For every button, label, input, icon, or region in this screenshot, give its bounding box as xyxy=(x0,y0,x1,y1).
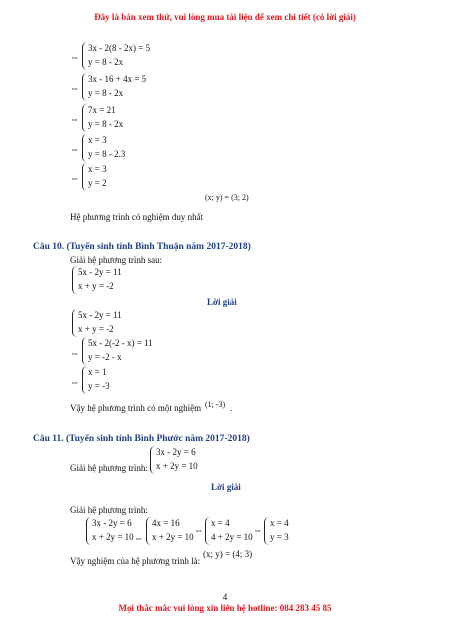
equation-system xyxy=(82,73,172,101)
equation-system xyxy=(82,366,172,394)
equation-line: x + y = -2 xyxy=(78,324,114,334)
equation-line: 7x = 21 xyxy=(88,105,116,115)
equation-line: y = 8 - 2x xyxy=(88,119,124,129)
equation-line: 3x - 2y = 6 xyxy=(92,518,132,528)
equation-line: x + y = -2 xyxy=(78,281,114,291)
equivalence-arrow: ⇔ xyxy=(194,525,203,535)
hotline-footer: Mọi thắc mắc vui lòng xin liên hệ hotline: 084 283 45 85 xyxy=(118,603,332,613)
conclusion-text: Hệ phương trình có nghiệm duy nhất xyxy=(70,212,204,222)
solution-result: (1; -3) xyxy=(205,400,226,409)
equivalence-arrow: ⇔ xyxy=(70,114,79,124)
equation-line: 4x = 16 xyxy=(152,518,180,528)
equation-line: 3x - 2(8 - 2x) = 5 xyxy=(88,43,151,53)
solution-label: Lời giải xyxy=(211,482,241,492)
equation-line: x = 3 xyxy=(88,164,107,174)
question-title: Câu 10. (Tuyển sinh tỉnh Bình Thuận năm 2017-2018) xyxy=(33,242,251,252)
equation-line: y = 8 - 2.3 xyxy=(88,149,126,159)
equation-line: y = 8 - 2x xyxy=(88,88,124,98)
equation-system xyxy=(72,309,162,337)
conclusion-text: Vậy hệ phương trình có một nghiệm xyxy=(70,403,202,413)
solution-label: Lời giải xyxy=(207,297,237,307)
equation-line: 3x - 2y = 6 xyxy=(156,447,196,457)
equation-line: 5x - 2y = 11 xyxy=(78,310,122,320)
equivalence-arrow: ⇔ xyxy=(134,533,143,543)
equation-line: y = 2 xyxy=(88,178,107,188)
equation-line: x = 4 xyxy=(211,518,230,528)
preview-banner: Đây là bản xem thử, vui lòng mua tài liệu để xem chi tiết (có lời giải) xyxy=(94,12,356,22)
question-prompt: Giải hệ phương trình: xyxy=(70,505,148,515)
equation-line: y = -2 - x xyxy=(88,352,122,362)
equation-system xyxy=(82,42,172,70)
equation-line: y = 3 xyxy=(270,532,289,542)
page-number: 4 xyxy=(222,592,228,602)
question-prompt: Giải hệ phương trình: xyxy=(70,463,148,473)
solution-result: (x; y) = (3; 2) xyxy=(205,193,249,202)
equation-system xyxy=(150,446,220,474)
equivalence-arrow: ⇔ xyxy=(70,173,79,183)
equation-line: 3x - 16 + 4x = 5 xyxy=(88,74,147,84)
solution-result: (x; y) = (4; 3) xyxy=(203,549,253,559)
equivalence-arrow: ⇔ xyxy=(70,52,79,62)
conclusion-text: Vậy nghiệm của hệ phương trình là: xyxy=(70,556,201,566)
equation-line: x + 2y = 10 xyxy=(156,461,198,471)
equivalence-arrow: ⇔ xyxy=(70,377,79,387)
equation-line: x = 3 xyxy=(88,135,107,145)
equation-line: 4 + 2y = 10 xyxy=(211,532,253,542)
equation-system xyxy=(82,104,172,132)
question-prompt: Giải hệ phương trình sau: xyxy=(70,255,163,265)
equation-line: x + 2y = 10 xyxy=(152,532,194,542)
equation-line: y = 8 - 2x xyxy=(88,57,124,67)
equation-system xyxy=(82,134,172,162)
question-title: Câu 11. (Tuyển sinh tỉnh Bình Phước năm 2017-2018) xyxy=(33,434,250,444)
equation-line: 5x - 2(-2 - x) = 11 xyxy=(88,338,153,348)
equivalence-arrow: ⇔ xyxy=(253,525,262,535)
equation-system xyxy=(146,517,196,545)
equation-system xyxy=(82,337,182,365)
equation-line: y = -3 xyxy=(88,381,110,391)
equation-line: x = 4 xyxy=(270,518,289,528)
sentence-period: . xyxy=(230,403,233,413)
equation-system xyxy=(82,163,172,191)
equation-system xyxy=(72,266,162,294)
equation-line: 5x - 2y = 11 xyxy=(78,267,122,277)
equation-line: x + 2y = 10 xyxy=(92,532,134,542)
equivalence-arrow: ⇔ xyxy=(70,144,79,154)
equation-line: x = 1 xyxy=(88,367,107,377)
equivalence-arrow: ⇔ xyxy=(70,348,79,358)
equation-system xyxy=(205,517,251,545)
equation-system xyxy=(264,517,294,545)
equivalence-arrow: ⇔ xyxy=(70,83,79,93)
